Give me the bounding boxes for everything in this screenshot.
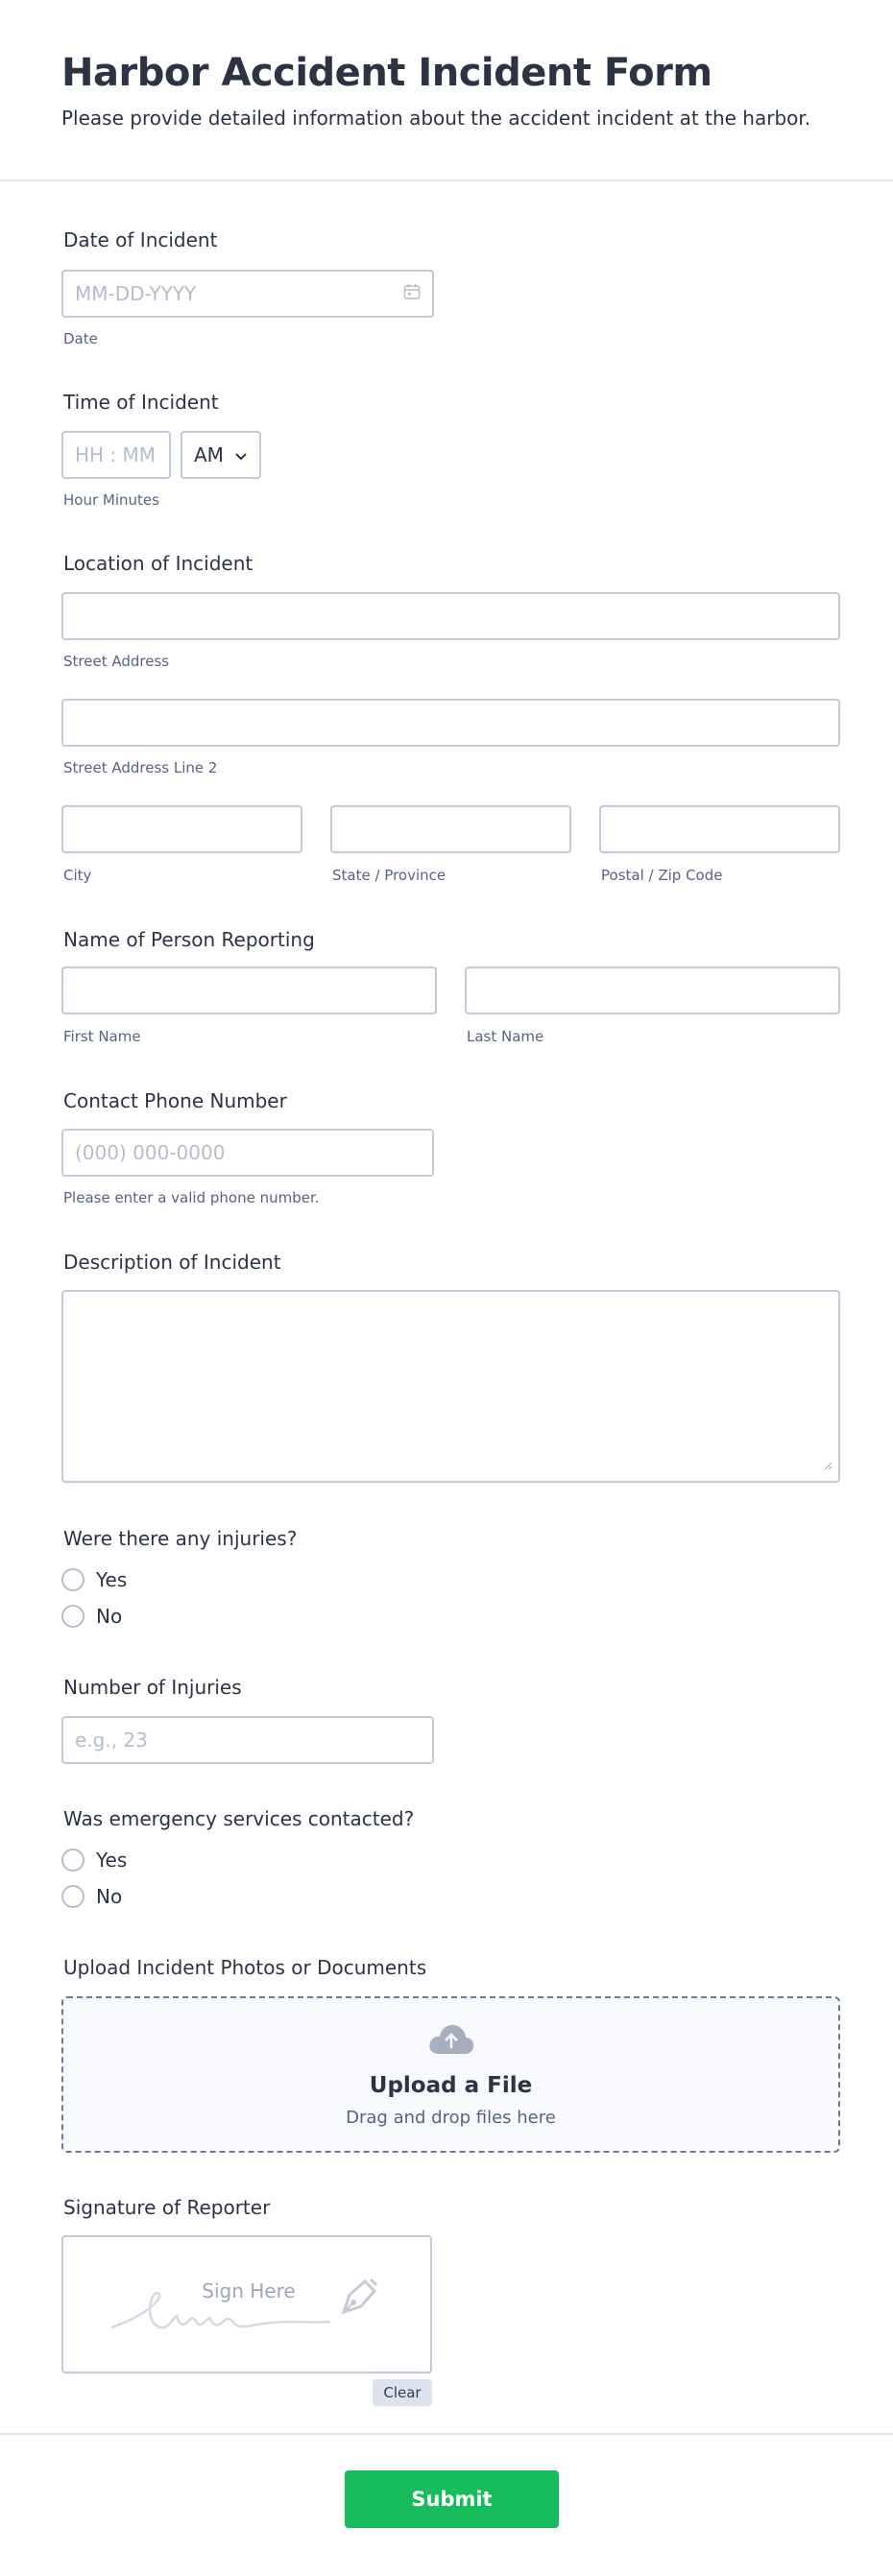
reporter-label: Name of Person Reporting <box>63 928 315 951</box>
phone-sublabel: Please enter a valid phone number. <box>63 1189 320 1206</box>
signature-label: Signature of Reporter <box>63 2196 271 2219</box>
date-sublabel: Date <box>63 330 98 347</box>
city-input[interactable] <box>61 805 302 853</box>
cloud-upload-icon <box>427 2021 475 2060</box>
radio-label: Yes <box>96 1568 128 1591</box>
last-name-sublabel: Last Name <box>467 1028 544 1045</box>
location-label: Location of Incident <box>63 552 253 575</box>
file-upload-dropzone[interactable] <box>61 1996 840 2153</box>
ampm-select[interactable] <box>181 431 261 479</box>
ampm-value: AM <box>194 443 224 466</box>
pen-icon <box>336 2274 380 2322</box>
calendar-icon[interactable] <box>403 282 421 305</box>
state-input[interactable] <box>330 805 571 853</box>
zip-sublabel: Postal / Zip Code <box>601 867 723 884</box>
injuries-option-no[interactable] <box>61 1602 122 1631</box>
first-name-sublabel: First Name <box>63 1028 141 1045</box>
city-sublabel: City <box>63 867 92 884</box>
form-subtitle: Please provide detailed information about the accident incident at the harbor. <box>61 107 811 130</box>
signature-hint: Sign Here <box>202 2279 296 2302</box>
num-injuries-placeholder: e.g., 23 <box>75 1729 148 1752</box>
phone-placeholder: (000) 000-0000 <box>75 1141 226 1164</box>
radio-label: No <box>96 1605 123 1628</box>
time-sublabel: Hour Minutes <box>63 491 159 509</box>
first-name-input[interactable] <box>61 966 437 1014</box>
radio-button[interactable] <box>61 1885 84 1908</box>
description-label: Description of Incident <box>63 1251 281 1274</box>
last-name-input[interactable] <box>465 966 840 1014</box>
radio-label: No <box>96 1885 123 1908</box>
state-sublabel: State / Province <box>332 867 446 884</box>
date-label: Date of Incident <box>63 228 218 251</box>
radio-button[interactable] <box>61 1849 84 1872</box>
num-injuries-input[interactable] <box>61 1716 434 1764</box>
chevron-down-icon <box>234 443 248 466</box>
zip-input[interactable] <box>599 805 840 853</box>
street-address-line2-sublabel: Street Address Line 2 <box>63 759 218 776</box>
emergency-label: Was emergency services contacted? <box>63 1807 415 1830</box>
upload-label: Upload Incident Photos or Documents <box>63 1956 427 1979</box>
injuries-option-yes[interactable] <box>61 1565 127 1594</box>
radio-button[interactable] <box>61 1568 84 1591</box>
resize-handle-icon[interactable] <box>823 1452 833 1475</box>
street-address-input[interactable] <box>61 592 840 640</box>
upload-title: Upload a File <box>369 2073 533 2098</box>
clear-signature-button[interactable]: Clear <box>373 2379 432 2406</box>
date-input[interactable] <box>61 270 434 318</box>
submit-button[interactable]: Submit <box>345 2470 559 2528</box>
street-address-sublabel: Street Address <box>63 653 170 670</box>
num-injuries-label: Number of Injuries <box>63 1676 242 1699</box>
phone-input[interactable] <box>61 1129 434 1177</box>
time-input[interactable] <box>61 431 171 479</box>
time-placeholder: HH : MM <box>75 443 157 466</box>
signature-pad[interactable] <box>61 2235 432 2373</box>
upload-subtitle: Drag and drop files here <box>346 2108 556 2128</box>
phone-label: Contact Phone Number <box>63 1089 287 1112</box>
street-address-line2-input[interactable] <box>61 699 840 747</box>
form-title: Harbor Accident Incident Form <box>61 51 712 95</box>
form-header <box>0 0 893 181</box>
radio-label: Yes <box>96 1849 128 1872</box>
time-label: Time of Incident <box>63 391 219 414</box>
footer-divider <box>0 2433 893 2435</box>
emergency-option-yes[interactable] <box>61 1846 127 1874</box>
description-textarea[interactable] <box>61 1290 840 1483</box>
radio-button[interactable] <box>61 1605 84 1628</box>
date-placeholder: MM-DD-YYYY <box>75 282 197 305</box>
emergency-option-no[interactable] <box>61 1882 122 1911</box>
injuries-label: Were there any injuries? <box>63 1527 298 1550</box>
